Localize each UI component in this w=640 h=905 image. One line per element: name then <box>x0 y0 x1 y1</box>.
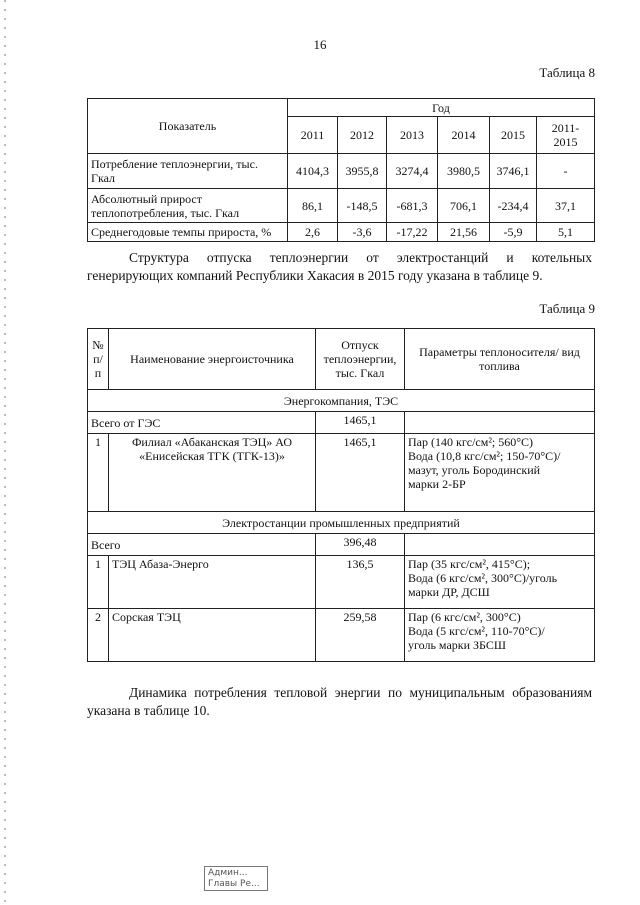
params-line: Пар (140 кгс/см²; 560°С) <box>408 435 534 449</box>
table-cell: -17,22 <box>387 223 438 242</box>
page-number: 16 <box>313 37 327 52</box>
year-cell: 2012 <box>338 117 387 154</box>
scan-edge-marks <box>4 0 6 905</box>
header-no: № п/п <box>88 329 109 390</box>
row-label: Потребление теплоэнергии, тыс. Гкал <box>88 154 288 189</box>
year-cell: 2014 <box>438 117 490 154</box>
table-row <box>88 556 595 609</box>
output-value: 259,58 <box>316 609 405 662</box>
table-cell: 86,1 <box>288 189 338 223</box>
table-cell: -3,6 <box>338 223 387 242</box>
table-9 <box>87 328 595 662</box>
params-line: Вода (10,8 кгс/см²; 150-70°С)/ <box>408 449 561 463</box>
output-value: 1465,1 <box>316 434 405 512</box>
year-header: Год <box>288 99 595 117</box>
paragraph-table9-intro: Структура отпуска теплоэнергии от электростанций и котельных генерирующих компаний Республики Хакасия в 2015 году указана в таблице 9. <box>87 250 592 283</box>
row-number: 1 <box>88 556 109 609</box>
source-name: ТЭЦ Абаза-Энерго <box>109 556 316 609</box>
year-cell: 2015 <box>490 117 537 154</box>
row-number: 1 <box>88 434 109 512</box>
table-cell: -681,3 <box>387 189 438 223</box>
table-cell: 5,1 <box>537 223 595 242</box>
table-cell: -234,4 <box>490 189 537 223</box>
params-cell <box>405 434 595 512</box>
table-cell: 4104,3 <box>288 154 338 189</box>
row-number: 2 <box>88 609 109 662</box>
table-row <box>88 223 595 242</box>
params-cell <box>405 556 595 609</box>
params-line: Пар (6 кгс/см², 300°С) <box>408 610 521 624</box>
header-output: Отпуск теплоэнергии, тыс. Гкал <box>316 329 405 390</box>
table9-caption: Таблица 9 <box>539 301 595 316</box>
source-name: Филиал «Абаканская ТЭЦ» АО «Енисейская ТГК (ТГК-13)» <box>109 434 316 512</box>
source-name: Сорская ТЭЦ <box>109 609 316 662</box>
table-row <box>88 189 595 223</box>
total-label: Всего <box>88 534 316 556</box>
table-row <box>88 434 595 512</box>
table8-caption: Таблица 8 <box>539 65 595 80</box>
params-line: Пар (35 кгс/см², 415°С); <box>408 557 531 571</box>
registration-stamp <box>204 866 268 891</box>
total-value: 1465,1 <box>316 412 405 434</box>
params-line: уголь марки ЗБСШ <box>408 638 506 652</box>
year-cell: 2013 <box>387 117 438 154</box>
table-cell: - <box>537 154 595 189</box>
table-8 <box>87 98 595 242</box>
year-cell: 2011- 2015 <box>537 117 595 154</box>
params-line: Вода (5 кгс/см², 110-70°С)/ <box>408 624 545 638</box>
output-value: 136,5 <box>316 556 405 609</box>
row-label: Среднегодовые темпы прироста, % <box>88 223 288 242</box>
section-title: Электростанции промышленных предприятий <box>88 512 595 534</box>
header-name: Наименование энергоисточника <box>109 329 316 390</box>
table-cell: 706,1 <box>438 189 490 223</box>
section-title: Энергокомпания, ТЭС <box>88 390 595 412</box>
params-line: мазут, уголь Бородинский <box>408 463 541 477</box>
params-line: Вода (6 кгс/см², 300°С)/уголь <box>408 571 558 585</box>
stamp-line: Админ... <box>208 868 248 878</box>
params-line: марки 2-БР <box>408 477 466 491</box>
year-cell: 2011 <box>288 117 338 154</box>
table-cell: 3274,4 <box>387 154 438 189</box>
total-label: Всего от ГЭС <box>88 412 316 434</box>
params-cell <box>405 609 595 662</box>
table-cell: 2,6 <box>288 223 338 242</box>
params-line: марки ДР, ДСШ <box>408 585 490 599</box>
header-params: Параметры теплоносителя/ вид топлива <box>405 329 595 390</box>
paragraph-table10-intro: Динамика потребления тепловой энергии по муниципальным образованиям указана в таблице 10. <box>87 685 592 718</box>
table-cell: 3955,8 <box>338 154 387 189</box>
table-cell: 21,56 <box>438 223 490 242</box>
total-value: 396,48 <box>316 534 405 556</box>
stamp-line: Главы Ре... <box>208 879 260 889</box>
row-label: Абсолютный прирост теплопотребления, тыс. Гкал <box>88 189 288 223</box>
table-cell: 3746,1 <box>490 154 537 189</box>
table-row <box>88 154 595 189</box>
indicator-header: Показатель <box>88 99 288 154</box>
table-cell: -148,5 <box>338 189 387 223</box>
table-cell: 3980,5 <box>438 154 490 189</box>
table-cell: 37,1 <box>537 189 595 223</box>
table-cell: -5,9 <box>490 223 537 242</box>
table-row <box>88 609 595 662</box>
